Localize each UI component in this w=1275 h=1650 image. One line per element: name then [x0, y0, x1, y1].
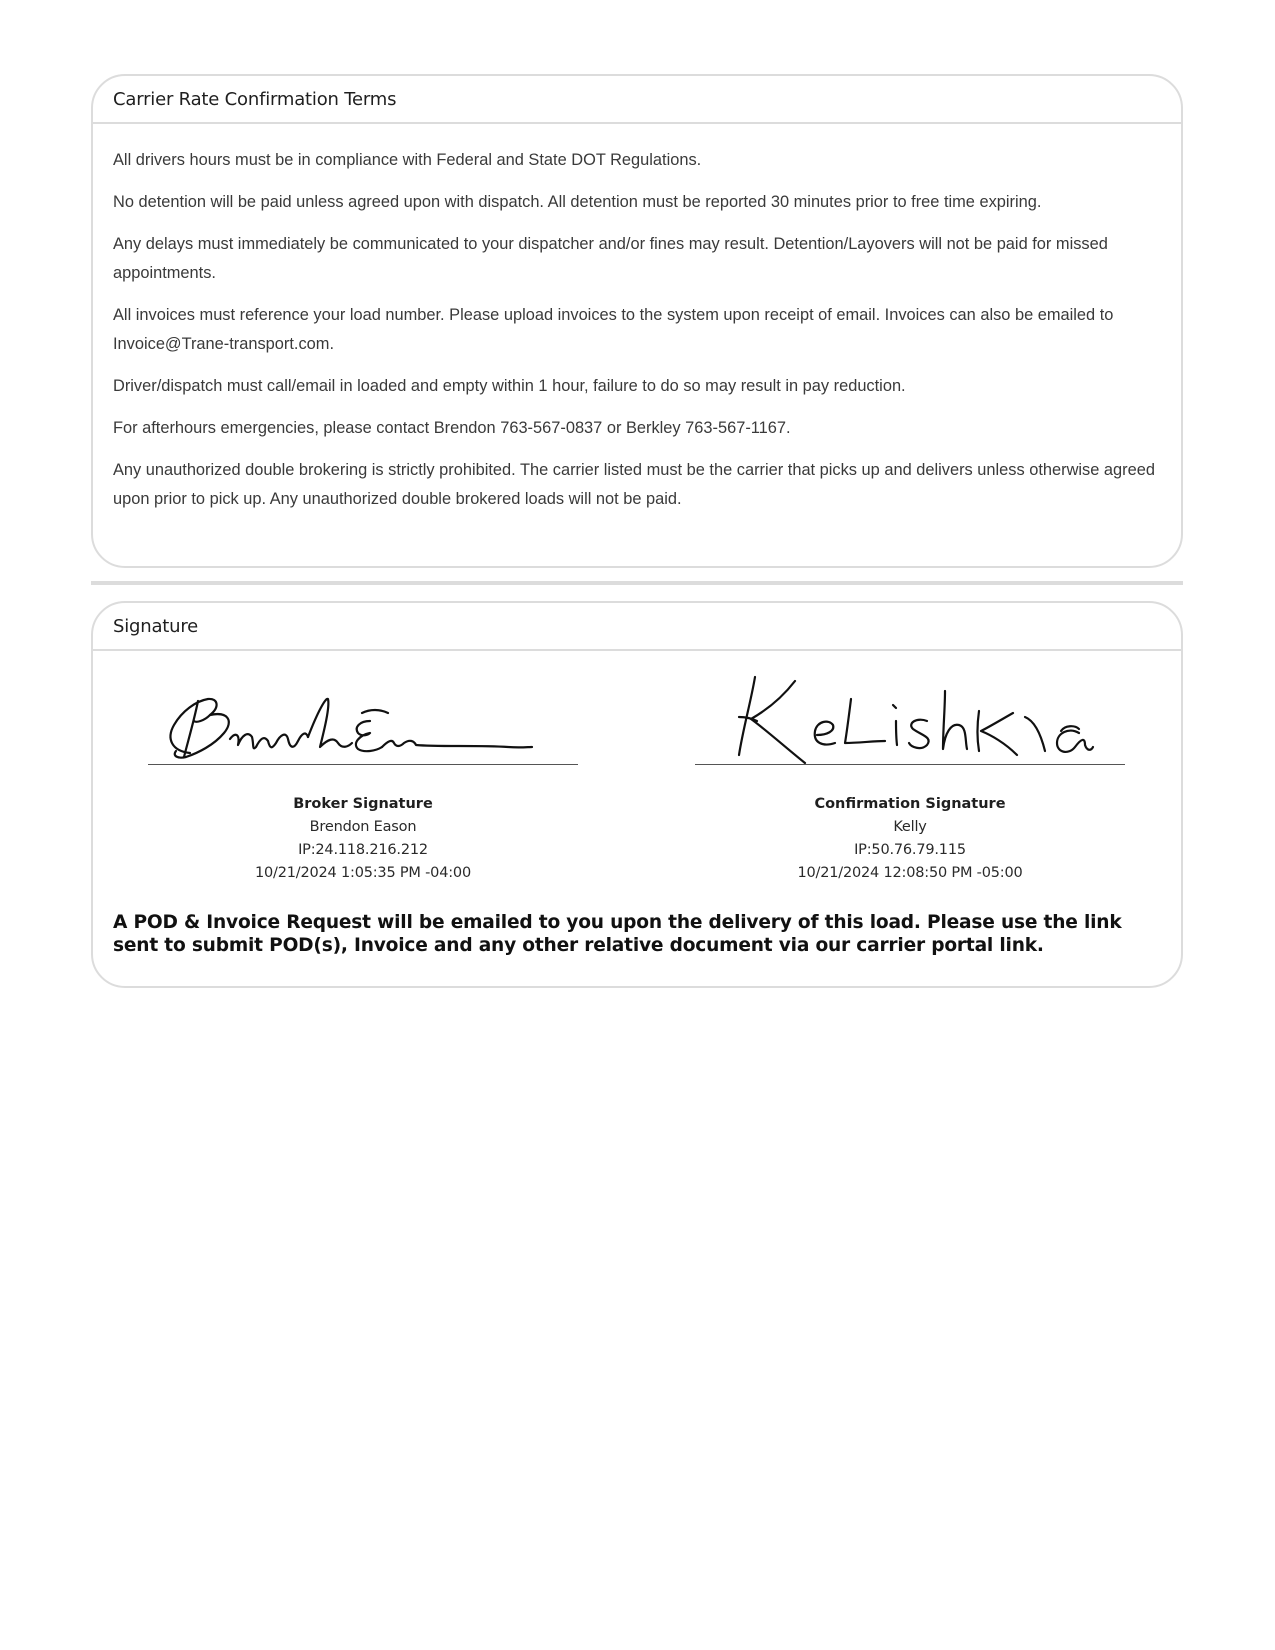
confirmation-timestamp: 10/21/2024 12:08:50 PM -05:00 — [797, 865, 1023, 881]
terms-list — [93, 124, 1181, 514]
confirmation-name: Kelly — [893, 819, 927, 835]
confirmation-signature-block — [695, 651, 1125, 885]
pod-invoice-note: A POD & Invoice Request will be emailed to you upon the delivery of this load. Please use the link sent to submit POD(s), Invoice and any other relative document via our carrier portal link. — [113, 912, 1122, 956]
signature-card — [91, 601, 1183, 988]
term-item: Driver/dispatch must call/email in loaded and empty within 1 hour, failure to do so may result in pay reduction. — [113, 377, 906, 395]
confirmation-signature-line — [695, 764, 1125, 765]
signature-title: Signature — [113, 615, 199, 637]
term-item: All drivers hours must be in compliance with Federal and State DOT Regulations. — [113, 151, 702, 169]
broker-signature-line — [148, 764, 578, 765]
broker-timestamp: 10/21/2024 1:05:35 PM -04:00 — [255, 865, 471, 881]
term-item: All invoices must reference your load number. Please upload invoices to the system upon receipt of email. Invoices can also be emailed to Invoice@Trane-transport.com. — [113, 306, 1114, 353]
broker-signature-block — [148, 651, 578, 885]
broker-name: Brendon Eason — [309, 819, 417, 835]
terms-header — [93, 76, 1181, 124]
broker-ip: IP:24.118.216.212 — [298, 842, 428, 858]
terms-card — [91, 74, 1183, 568]
term-item: For afterhours emergencies, please contact Brendon 763-567-0837 or Berkley 763-567-1167. — [113, 419, 791, 437]
confirmation-ip: IP:50.76.79.115 — [854, 842, 966, 858]
signature-header — [93, 603, 1181, 651]
broker-signature-caption: Broker Signature — [293, 796, 433, 812]
term-item: Any unauthorized double brokering is strictly prohibited. The carrier listed must be the carrier that picks up and delivers unless otherwise agreed upon prior to pick up. Any unauthorized double brokered loads will not be paid. — [113, 461, 1155, 508]
section-divider — [91, 581, 1183, 585]
broker-handwritten-signature — [148, 651, 578, 764]
terms-title: Carrier Rate Confirmation Terms — [113, 88, 397, 110]
term-item: Any delays must immediately be communicated to your dispatcher and/or fines may result. Detention/Layovers will not be paid for missed appointments. — [113, 235, 1108, 282]
confirmation-signature-caption: Confirmation Signature — [814, 796, 1006, 812]
confirmation-handwritten-signature — [695, 651, 1125, 764]
signature-area — [93, 651, 1181, 911]
term-item: No detention will be paid unless agreed upon with dispatch. All detention must be reported 30 minutes prior to free time expiring. — [113, 193, 1042, 211]
